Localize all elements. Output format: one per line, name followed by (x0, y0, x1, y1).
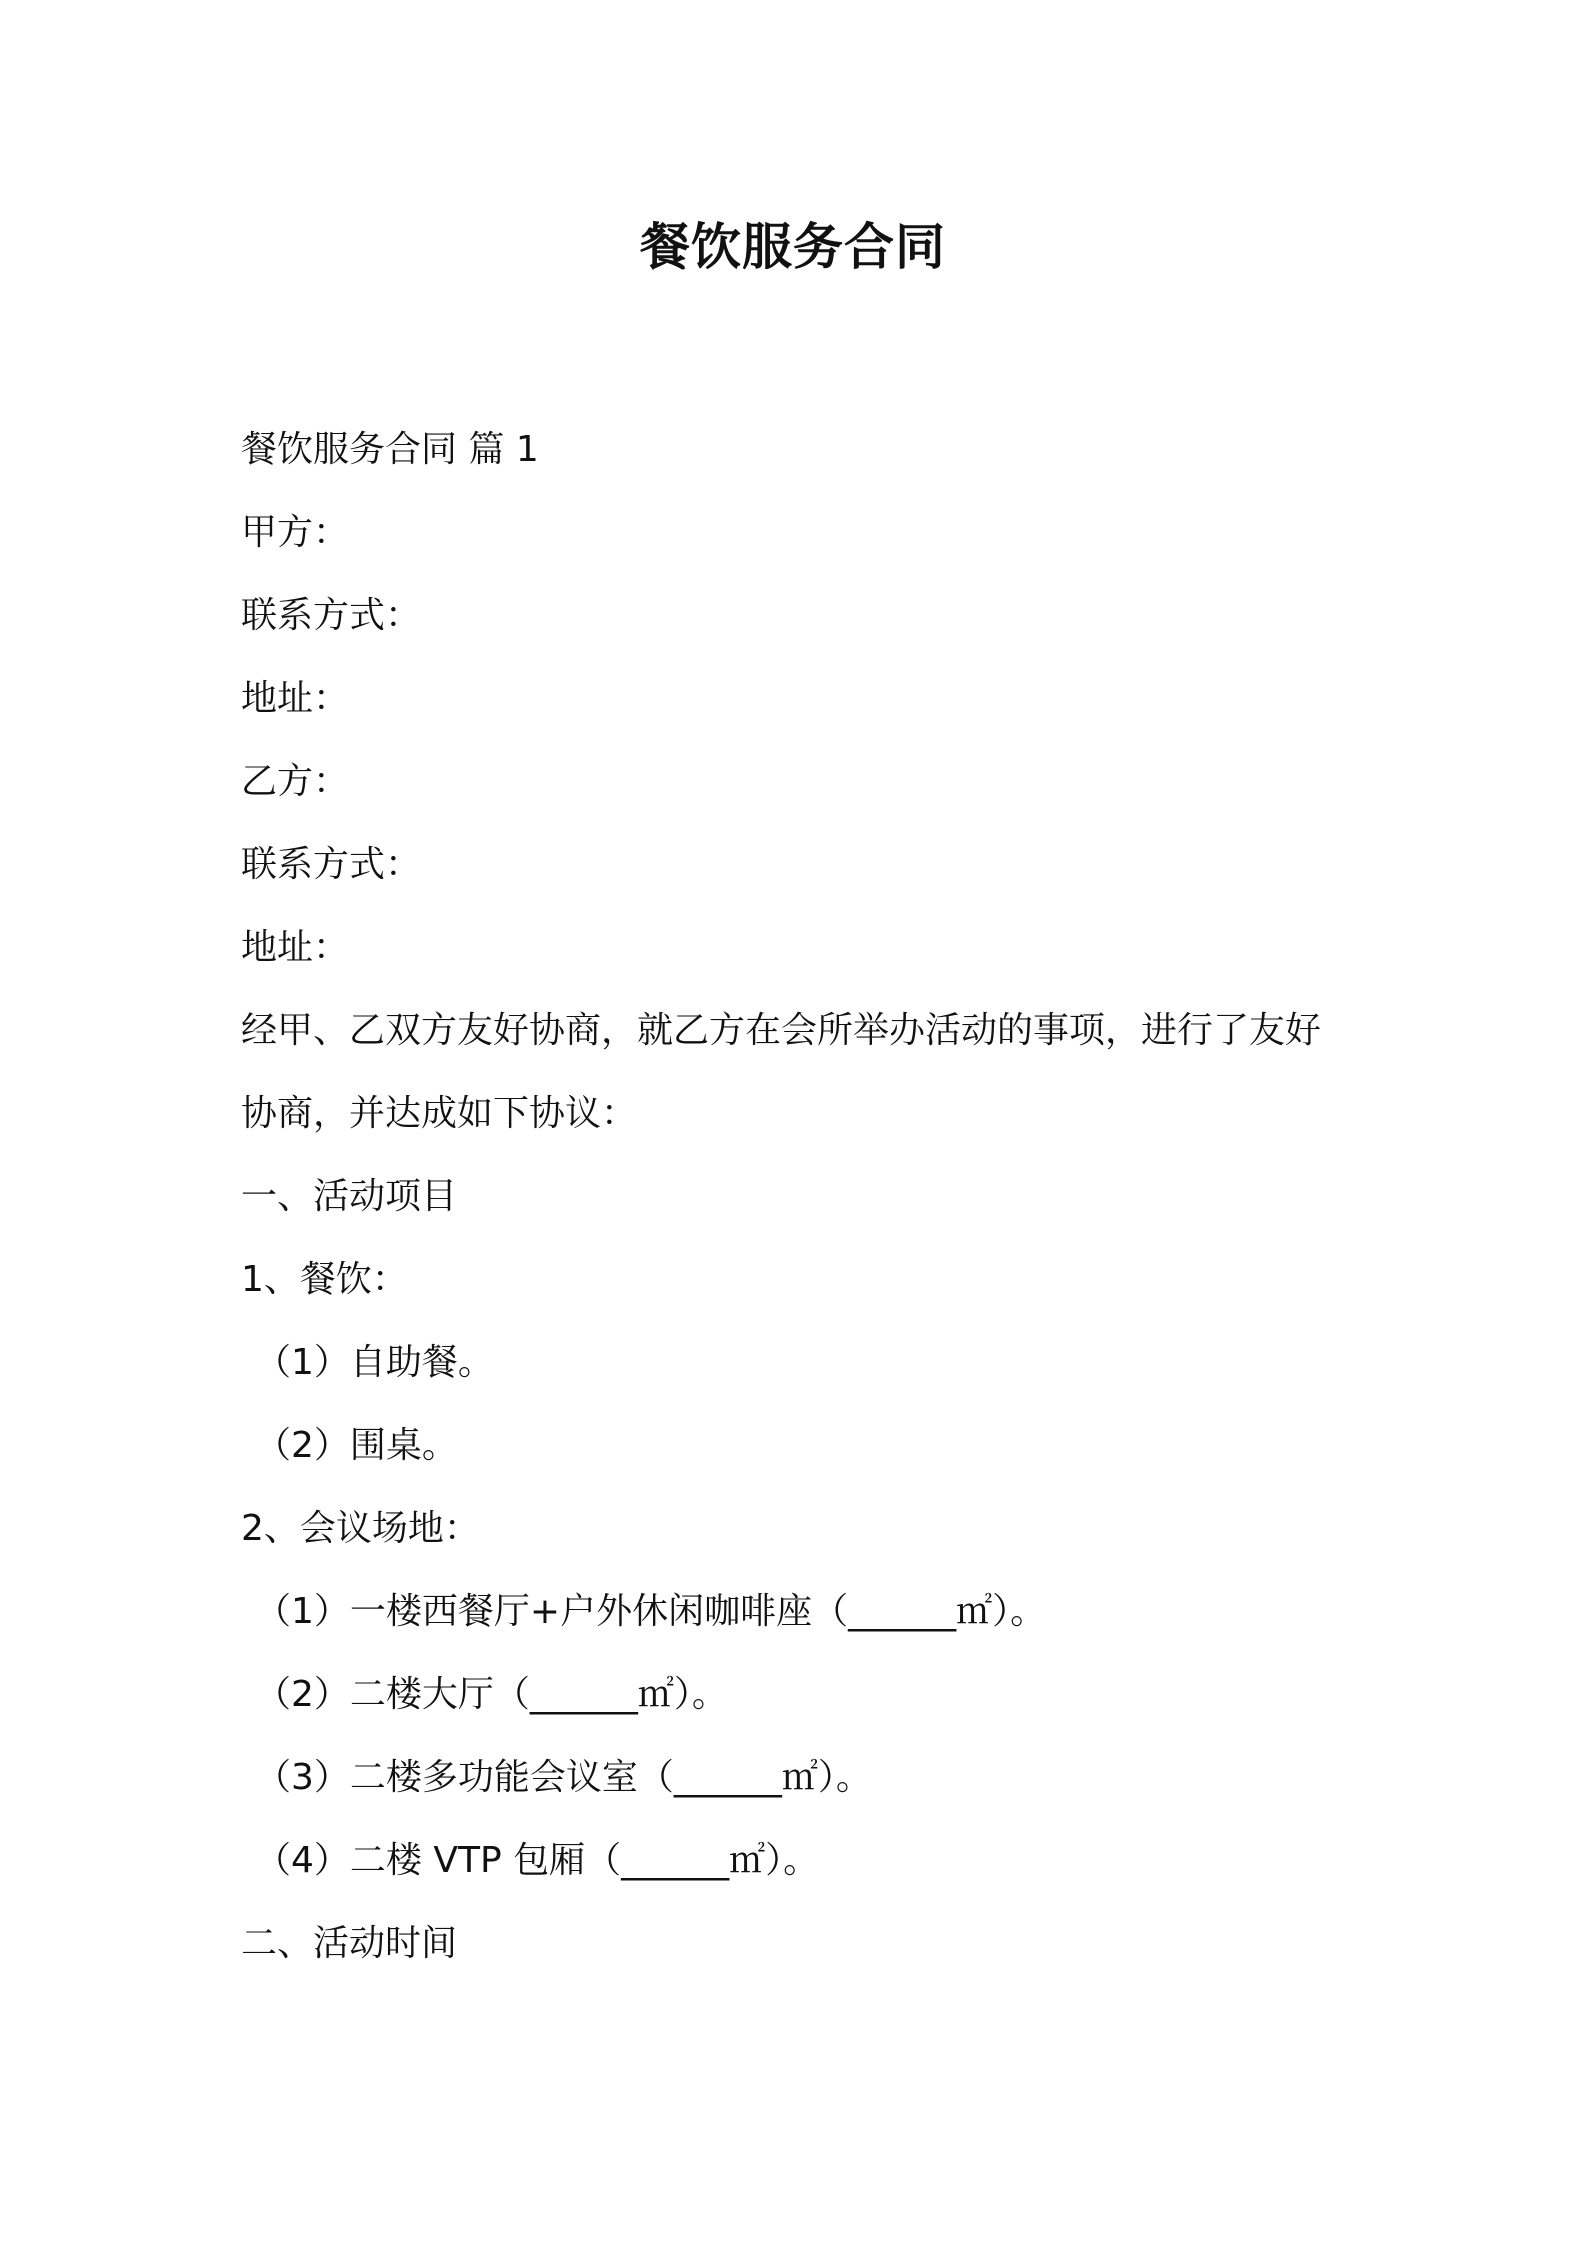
item-catering: 1、餐饮： (241, 1259, 408, 1300)
item-venue-2: （2）二楼大厅（______㎡）。 (255, 1674, 728, 1715)
intro-paragraph-line-1: 经甲、乙双方友好协商，就乙方在会所举办活动的事项，进行了友好 (241, 1010, 1322, 1051)
document-title: 餐饮服务合同 (640, 218, 946, 276)
section-heading: 餐饮服务合同 篇 1 (241, 429, 539, 470)
item-catering-buffet: （1）自助餐。 (255, 1342, 494, 1383)
intro-paragraph-line-2: 协商，并达成如下协议： (241, 1093, 638, 1134)
item-venue-1: （1）一楼西餐厅+户外休闲咖啡座（______㎡）。 (255, 1591, 1047, 1632)
party-a-address-label: 地址： (241, 678, 350, 719)
clause-heading-activities: 一、活动项目 (241, 1176, 458, 1217)
party-b-contact-label: 联系方式： (241, 844, 422, 885)
item-catering-table: （2）围桌。 (255, 1425, 458, 1466)
party-b-address-label: 地址： (241, 927, 350, 968)
party-b-label: 乙方： (241, 761, 350, 802)
item-venue-4: （4）二楼 VTP 包厢（______㎡）。 (255, 1840, 820, 1881)
item-venue: 2、会议场地： (241, 1508, 480, 1549)
party-a-contact-label: 联系方式： (241, 595, 422, 636)
item-venue-3: （3）二楼多功能会议室（______㎡）。 (255, 1757, 872, 1798)
document-body (241, 408, 1361, 1985)
party-a-label: 甲方： (241, 512, 350, 553)
clause-heading-time: 二、活动时间 (241, 1923, 458, 1964)
